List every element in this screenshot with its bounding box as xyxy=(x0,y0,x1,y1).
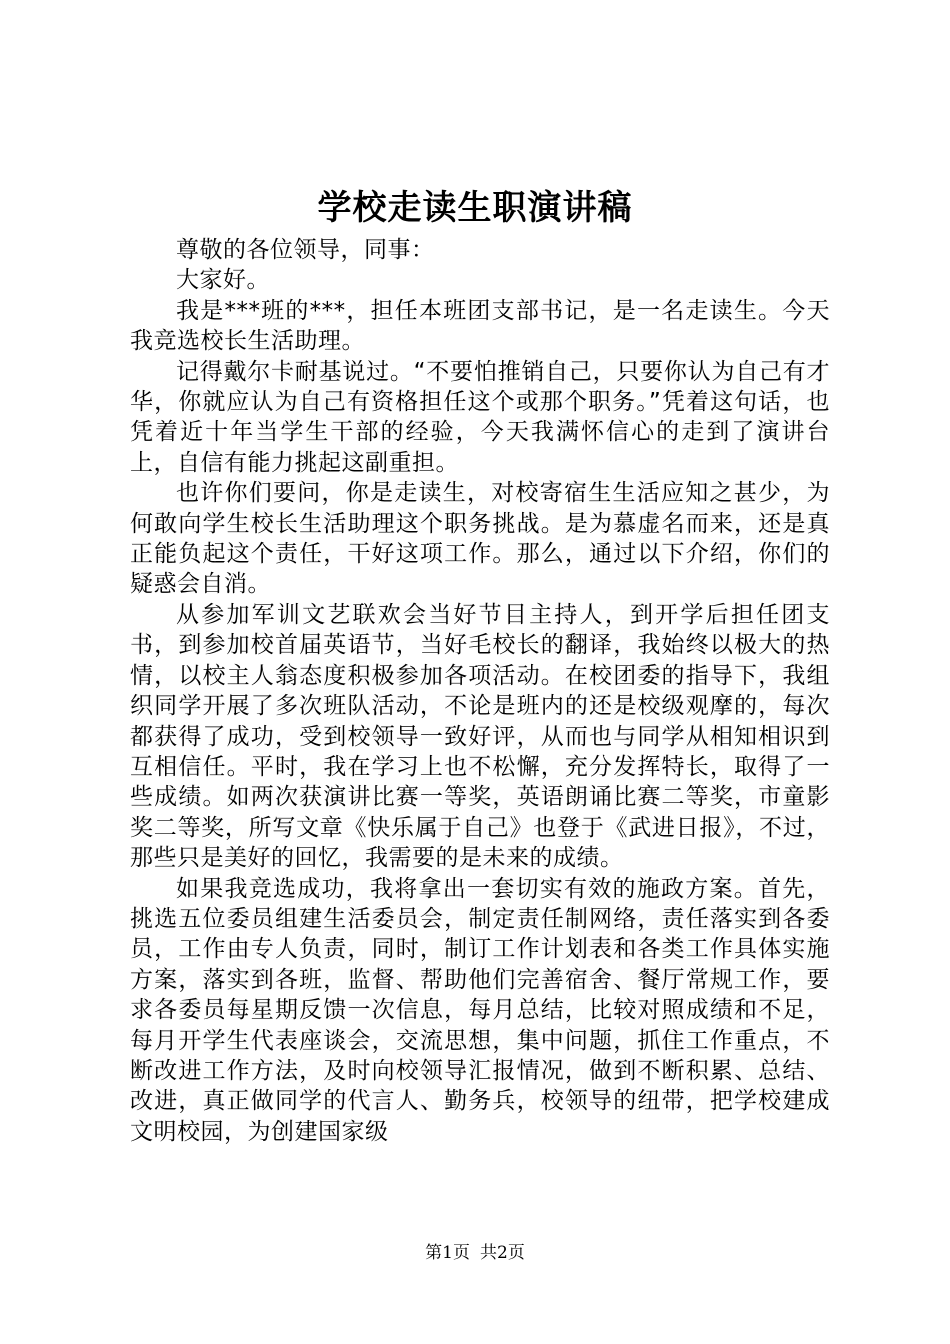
paragraph-plan: 如果我竞选成功，我将拿出一套切实有效的施政方案。首先，挑选五位委员组建生活委员会，制定责任制网络，责任落实到各委员，工作由专人负责，同时，制订工作计划表和各类工作具体实施方案，落实到各班，监督、帮助他们完善宿舍、餐厅常规工作，要求各委员每星期反馈一次信息，每月总结，比较对照成绩和不足，每月开学生代表座谈会，交流思想，集中问题，抓住工作重点，不断改进工作方法，及时向校领导汇报情况，做到不断积累、总结、改进，真正做同学的代言人、勤务兵，校领导的纽带，把学校建成文明校园，为创建国家级 xyxy=(130,875,830,1145)
paragraph-quote: 记得戴尔卡耐基说过。“不要怕推销自己，只要你认为自己有才华，你就应认为自己有资格担任这个或那个职务。”凭着这句话，也凭着近十年当学生干部的经验，今天我满怀信心的走到了演讲台上，自信有能力挑起这副重担。 xyxy=(130,358,830,476)
page-total: 共2页 xyxy=(480,1243,525,1263)
paragraph-greeting: 大家好。 xyxy=(176,267,270,294)
paragraph-introduction: 我是***班的***，担任本班团支部书记，是一名走读生。今天我竞选校长生活助理。 xyxy=(130,297,830,355)
document-body xyxy=(130,235,830,1147)
document-title: 学校走读生职演讲稿 xyxy=(317,188,633,228)
page-footer xyxy=(0,1242,950,1264)
paragraph-question: 也许你们要问，你是走读生，对校寄宿生生活应知之甚少，为何敢向学生校长生活助理这个职务挑战。是为慕虚名而来，还是真正能负起这个责任，干好这项工作。那么，通过以下介绍，你们的疑惑会自消。 xyxy=(130,480,830,598)
paragraph-salutation: 尊敬的各位领导，同事： xyxy=(176,237,435,263)
page-number: 第1页 xyxy=(425,1243,470,1263)
paragraph-experience: 从参加军训文艺联欢会当好节目主持人，到开学后担任团支书，到参加校首届英语节，当好毛校长的翻译，我始终以极大的热情，以校主人翁态度积极参加各项活动。在校团委的指导下，我组织同学开展了多次班队活动，不论是班内的还是校级观摩的，每次都获得了成功，受到校领导一致好评，从而也与同学从相知相识到互相信任。平时，我在学习上也不松懈，充分发挥特长，取得了一些成绩。如两次获演讲比赛一等奖，英语朗诵比赛二等奖，市童影奖二等奖，所写文章《快乐属于自己》也登于《武进日报》，不过，那些只是美好的回忆，我需要的是未来的成绩。 xyxy=(130,601,830,872)
